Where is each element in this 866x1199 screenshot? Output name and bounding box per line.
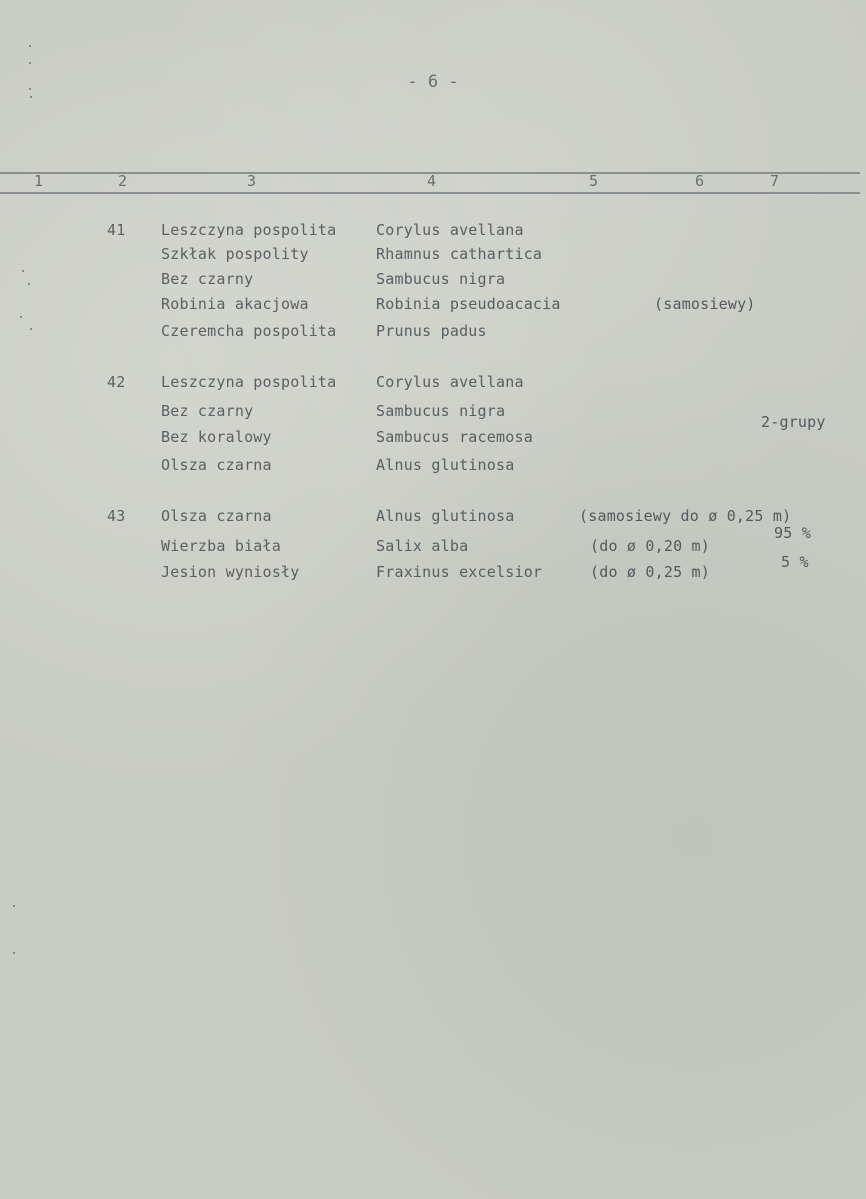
polish-name: Jesion wyniosły (161, 563, 300, 581)
latin-name: Rhamnus cathartica (376, 245, 543, 263)
margin-mark (29, 62, 31, 64)
margin-mark (29, 88, 31, 90)
margin-mark (13, 905, 15, 907)
group-number: 43 (107, 507, 126, 525)
latin-name: Robinia pseudoacacia (376, 295, 561, 313)
row-note: (do ø 0,25 m) (590, 563, 710, 581)
margin-mark (30, 96, 32, 98)
column-header-7: 7 (770, 172, 780, 190)
margin-mark (28, 283, 30, 285)
row-note: (do ø 0,20 m) (590, 537, 710, 555)
latin-name: Sambucus nigra (376, 402, 506, 420)
latin-name: Alnus glutinosa (376, 507, 515, 525)
polish-name: Leszczyna pospolita (161, 373, 337, 391)
column-header-2: 2 (118, 172, 128, 190)
column-header-5: 5 (589, 172, 599, 190)
latin-name: Sambucus racemosa (376, 428, 533, 446)
polish-name: Bez koralowy (161, 428, 272, 446)
polish-name: Wierzba biała (161, 537, 281, 555)
group-number: 41 (107, 221, 126, 239)
latin-name: Fraxinus excelsior (376, 563, 543, 581)
page-number: - 6 - (407, 72, 459, 92)
latin-name: Alnus glutinosa (376, 456, 515, 474)
column-header-1: 1 (34, 172, 44, 190)
margin-mark (30, 328, 32, 330)
group-number: 42 (107, 373, 126, 391)
latin-name: Prunus padus (376, 322, 487, 340)
row-note: (samosiewy do ø 0,25 m) (579, 507, 792, 525)
share-percent: 95 % (774, 524, 811, 542)
header-rule-bottom (0, 192, 860, 194)
share-percent: 5 % (781, 553, 809, 571)
latin-name: Corylus avellana (376, 221, 524, 239)
margin-mark (13, 952, 15, 954)
polish-name: Olsza czarna (161, 507, 272, 525)
latin-name: Salix alba (376, 537, 469, 555)
column-header-6: 6 (695, 172, 705, 190)
polish-name: Bez czarny (161, 270, 254, 288)
row-note: 2-grupy (761, 413, 826, 431)
margin-mark (20, 316, 22, 318)
polish-name: Czeremcha pospolita (161, 322, 337, 340)
polish-name: Robinia akacjowa (161, 295, 309, 313)
margin-mark (22, 270, 24, 272)
latin-name: Sambucus nigra (376, 270, 506, 288)
polish-name: Leszczyna pospolita (161, 221, 337, 239)
margin-mark (29, 45, 31, 47)
polish-name: Olsza czarna (161, 456, 272, 474)
row-note: (samosiewy) (654, 295, 756, 313)
column-header-3: 3 (247, 172, 257, 190)
polish-name: Szkłak pospolity (161, 245, 309, 263)
column-header-4: 4 (427, 172, 437, 190)
polish-name: Bez czarny (161, 402, 254, 420)
latin-name: Corylus avellana (376, 373, 524, 391)
